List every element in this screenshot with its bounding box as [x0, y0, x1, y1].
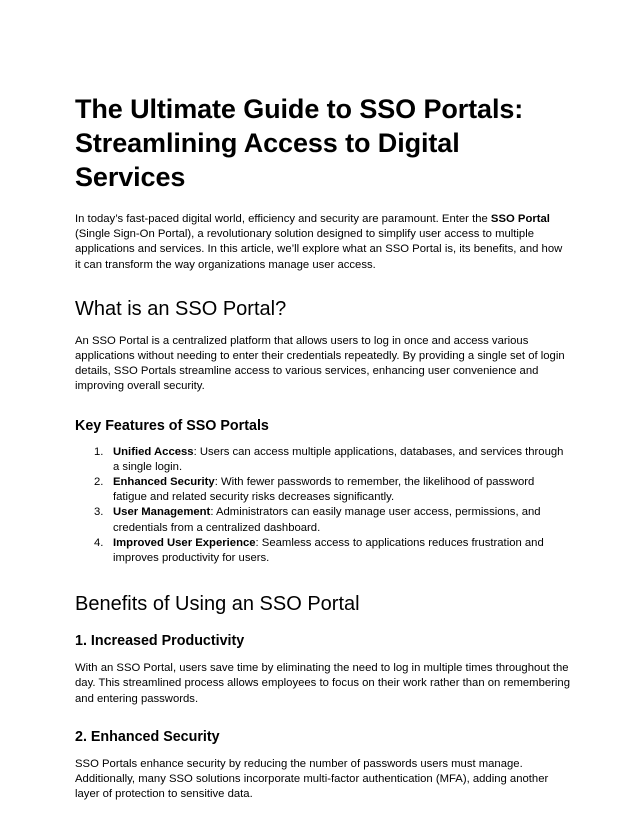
document-title: The Ultimate Guide to SSO Portals: Streamlining Access to Digital Services — [75, 94, 524, 192]
list-number: 1. — [94, 445, 104, 458]
intro-bold-term: SSO Portal — [490, 213, 550, 225]
list-item-text: : Seamless access to applications reduces frustration and improves productivity for users. — [113, 536, 544, 565]
what-is-paragraph: An SSO Portal is a centralized platform that allows users to log in once and access various applications without needing to enter their credentials repeatedly. By providing a single set of login details, SSO Portals streamline access to various services, enhancing user convenience and improving overall security. — [75, 334, 565, 393]
list-item-title: Improved User Experience — [113, 536, 256, 549]
document-page — [75, 92, 570, 802]
benefit-paragraph-security: SSO Portals enhance security by reducing the number of passwords users must manage. Additionally, many SSO solutions incorporate multi-factor authentication (MFA), adding another layer of protection to sensitive data. — [75, 757, 549, 801]
list-item-text: : With fewer passwords to remember, the likelihood of password fatigue and related security risks decreases significantly. — [113, 476, 535, 504]
list-item-title: User Management — [113, 506, 211, 519]
list-item — [75, 475, 570, 505]
intro-text-after: (Single Sign-On Portal), a revolutionary solution designed to simplify user access to multiple applications and services. In this article, we’ll explore what an SSO Portal is, its benefits, and how it can transform the way organizations manage user access. — [75, 228, 563, 271]
benefit-heading-productivity: 1. Increased Productivity — [75, 633, 245, 650]
list-item — [75, 445, 570, 475]
key-features-heading: Key Features of SSO Portals — [75, 417, 269, 434]
list-number: 2. — [94, 476, 104, 489]
list-number: 4. — [94, 536, 104, 549]
list-item-text: : Administrators can easily manage user access, permissions, and credentials from a centralized dashboard. — [113, 506, 541, 534]
list-item-title: Enhanced Security — [113, 476, 215, 489]
list-item — [75, 536, 570, 566]
benefit-paragraph-productivity: With an SSO Portal, users save time by eliminating the need to log in multiple times throughout the day. This streamlined process allows employees to focus on their work rather than on remembering and entering passwords. — [75, 662, 570, 705]
list-item-text: : Users can access multiple applications, databases, and services through a single login. — [113, 445, 564, 473]
list-item-title: Unified Access — [113, 445, 194, 458]
what-is-heading: What is an SSO Portal? — [75, 297, 287, 320]
list-item — [75, 505, 570, 535]
benefits-heading: Benefits of Using an SSO Portal — [75, 593, 360, 616]
list-number: 3. — [94, 506, 104, 519]
intro-paragraph — [75, 212, 570, 273]
intro-text-before: In today’s fast-paced digital world, efficiency and security are paramount. Enter the — [75, 213, 491, 225]
key-features-list — [75, 445, 570, 567]
benefit-heading-security: 2. Enhanced Security — [75, 728, 220, 745]
